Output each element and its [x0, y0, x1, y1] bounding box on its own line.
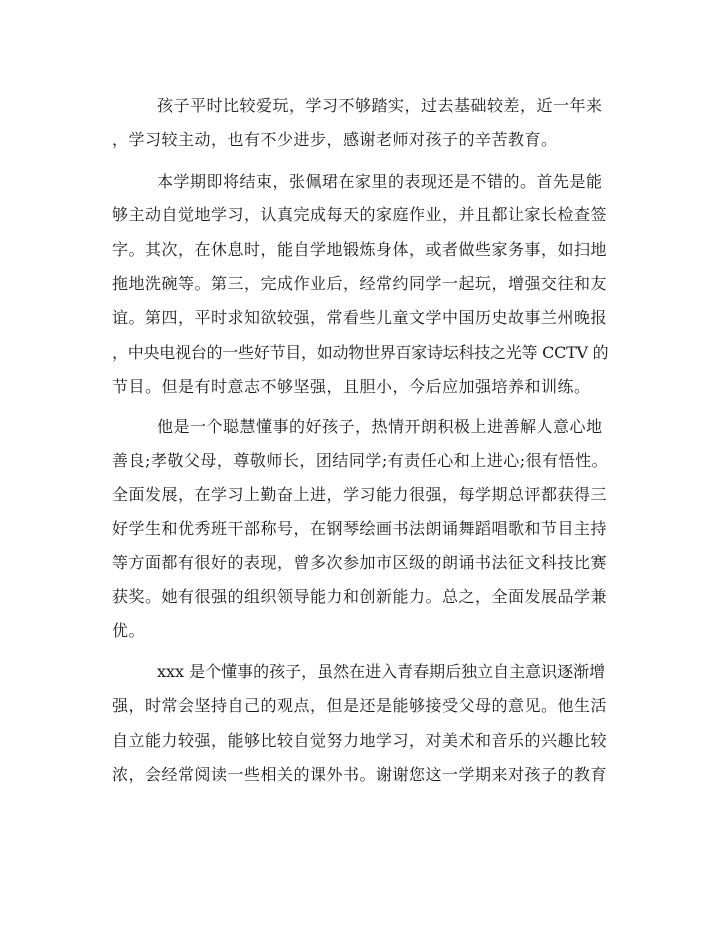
paragraph-4-line-4: 浓，会经常阅读一些相关的课外书。谢谢您这一学期来对孩子的教育 [112, 765, 608, 784]
paragraph-3-line-7: 优。 [112, 621, 146, 640]
paragraph-4-line-3: 自立能力较强，能够比较自觉努力地学习，对美术和音乐的兴趣比较 [112, 731, 608, 750]
paragraph-1-line-2: ，学习较主动，也有不少进步，感谢老师对孩子的辛苦教育。 [112, 130, 558, 149]
paragraph-3-line-4: 好学生和优秀班干部称号，在钢琴绘画书法朗诵舞蹈唱歌和节目主持 [112, 519, 608, 538]
paragraph-4-line-1: xxx 是个懂事的孩子，虽然在进入青春期后独立自主意识逐渐增 [157, 662, 606, 681]
paragraph-2-line-4: 拖地洗碗等。第三，完成作业后，经常约同学一起玩，增强交往和友 [112, 274, 608, 293]
paragraph-3-line-2: 善良;孝敬父母，尊敬师长，团结同学;有责任心和上进心;很有悟性。 [112, 451, 609, 470]
paragraph-4-line-2: 强，时常会坚持自己的观点，但是还是能够接受父母的意见。他生活 [112, 696, 608, 715]
paragraph-2-line-6: ，中央电视台的一些好节目，如动物世界百家诗坛科技之光等 CCTV 的 [112, 343, 609, 362]
paragraph-2-line-5: 谊。第四，平时求知欲较强，常看些儿童文学中国历史故事兰州晚报 [112, 308, 608, 327]
paragraph-3-line-5: 等方面都有很好的表现，曾多次参加市区级的朗诵书法征文科技比赛 [112, 553, 608, 572]
paragraph-2-line-2: 够主动自觉地学习，认真完成每天的家庭作业，并且都让家长检查签 [112, 205, 608, 224]
paragraph-3-line-6: 获奖。她有很强的组织领导能力和创新能力。总之，全面发展品学兼 [112, 587, 608, 606]
paragraph-2-line-7: 节目。但是有时意志不够坚强，且胆小，今后应加强培养和训练。 [112, 377, 591, 396]
paragraph-3-line-3: 全面发展，在学习上勤奋上进，学习能力很强，每学期总评都获得三 [112, 485, 608, 504]
paragraph-2-line-1: 本学期即将结束，张佩珺在家里的表现还是不错的。首先是能 [157, 172, 603, 191]
paragraph-1-line-1: 孩子平时比较爱玩，学习不够踏实，过去基础较差，近一年来 [157, 96, 603, 115]
paragraph-2-line-3: 字。其次，在休息时，能自学地锻炼身体，或者做些家务事，如扫地 [112, 240, 608, 259]
paragraph-3-line-1: 他是一个聪慧懂事的好孩子，热情开朗积极上进善解人意心地 [157, 417, 603, 436]
